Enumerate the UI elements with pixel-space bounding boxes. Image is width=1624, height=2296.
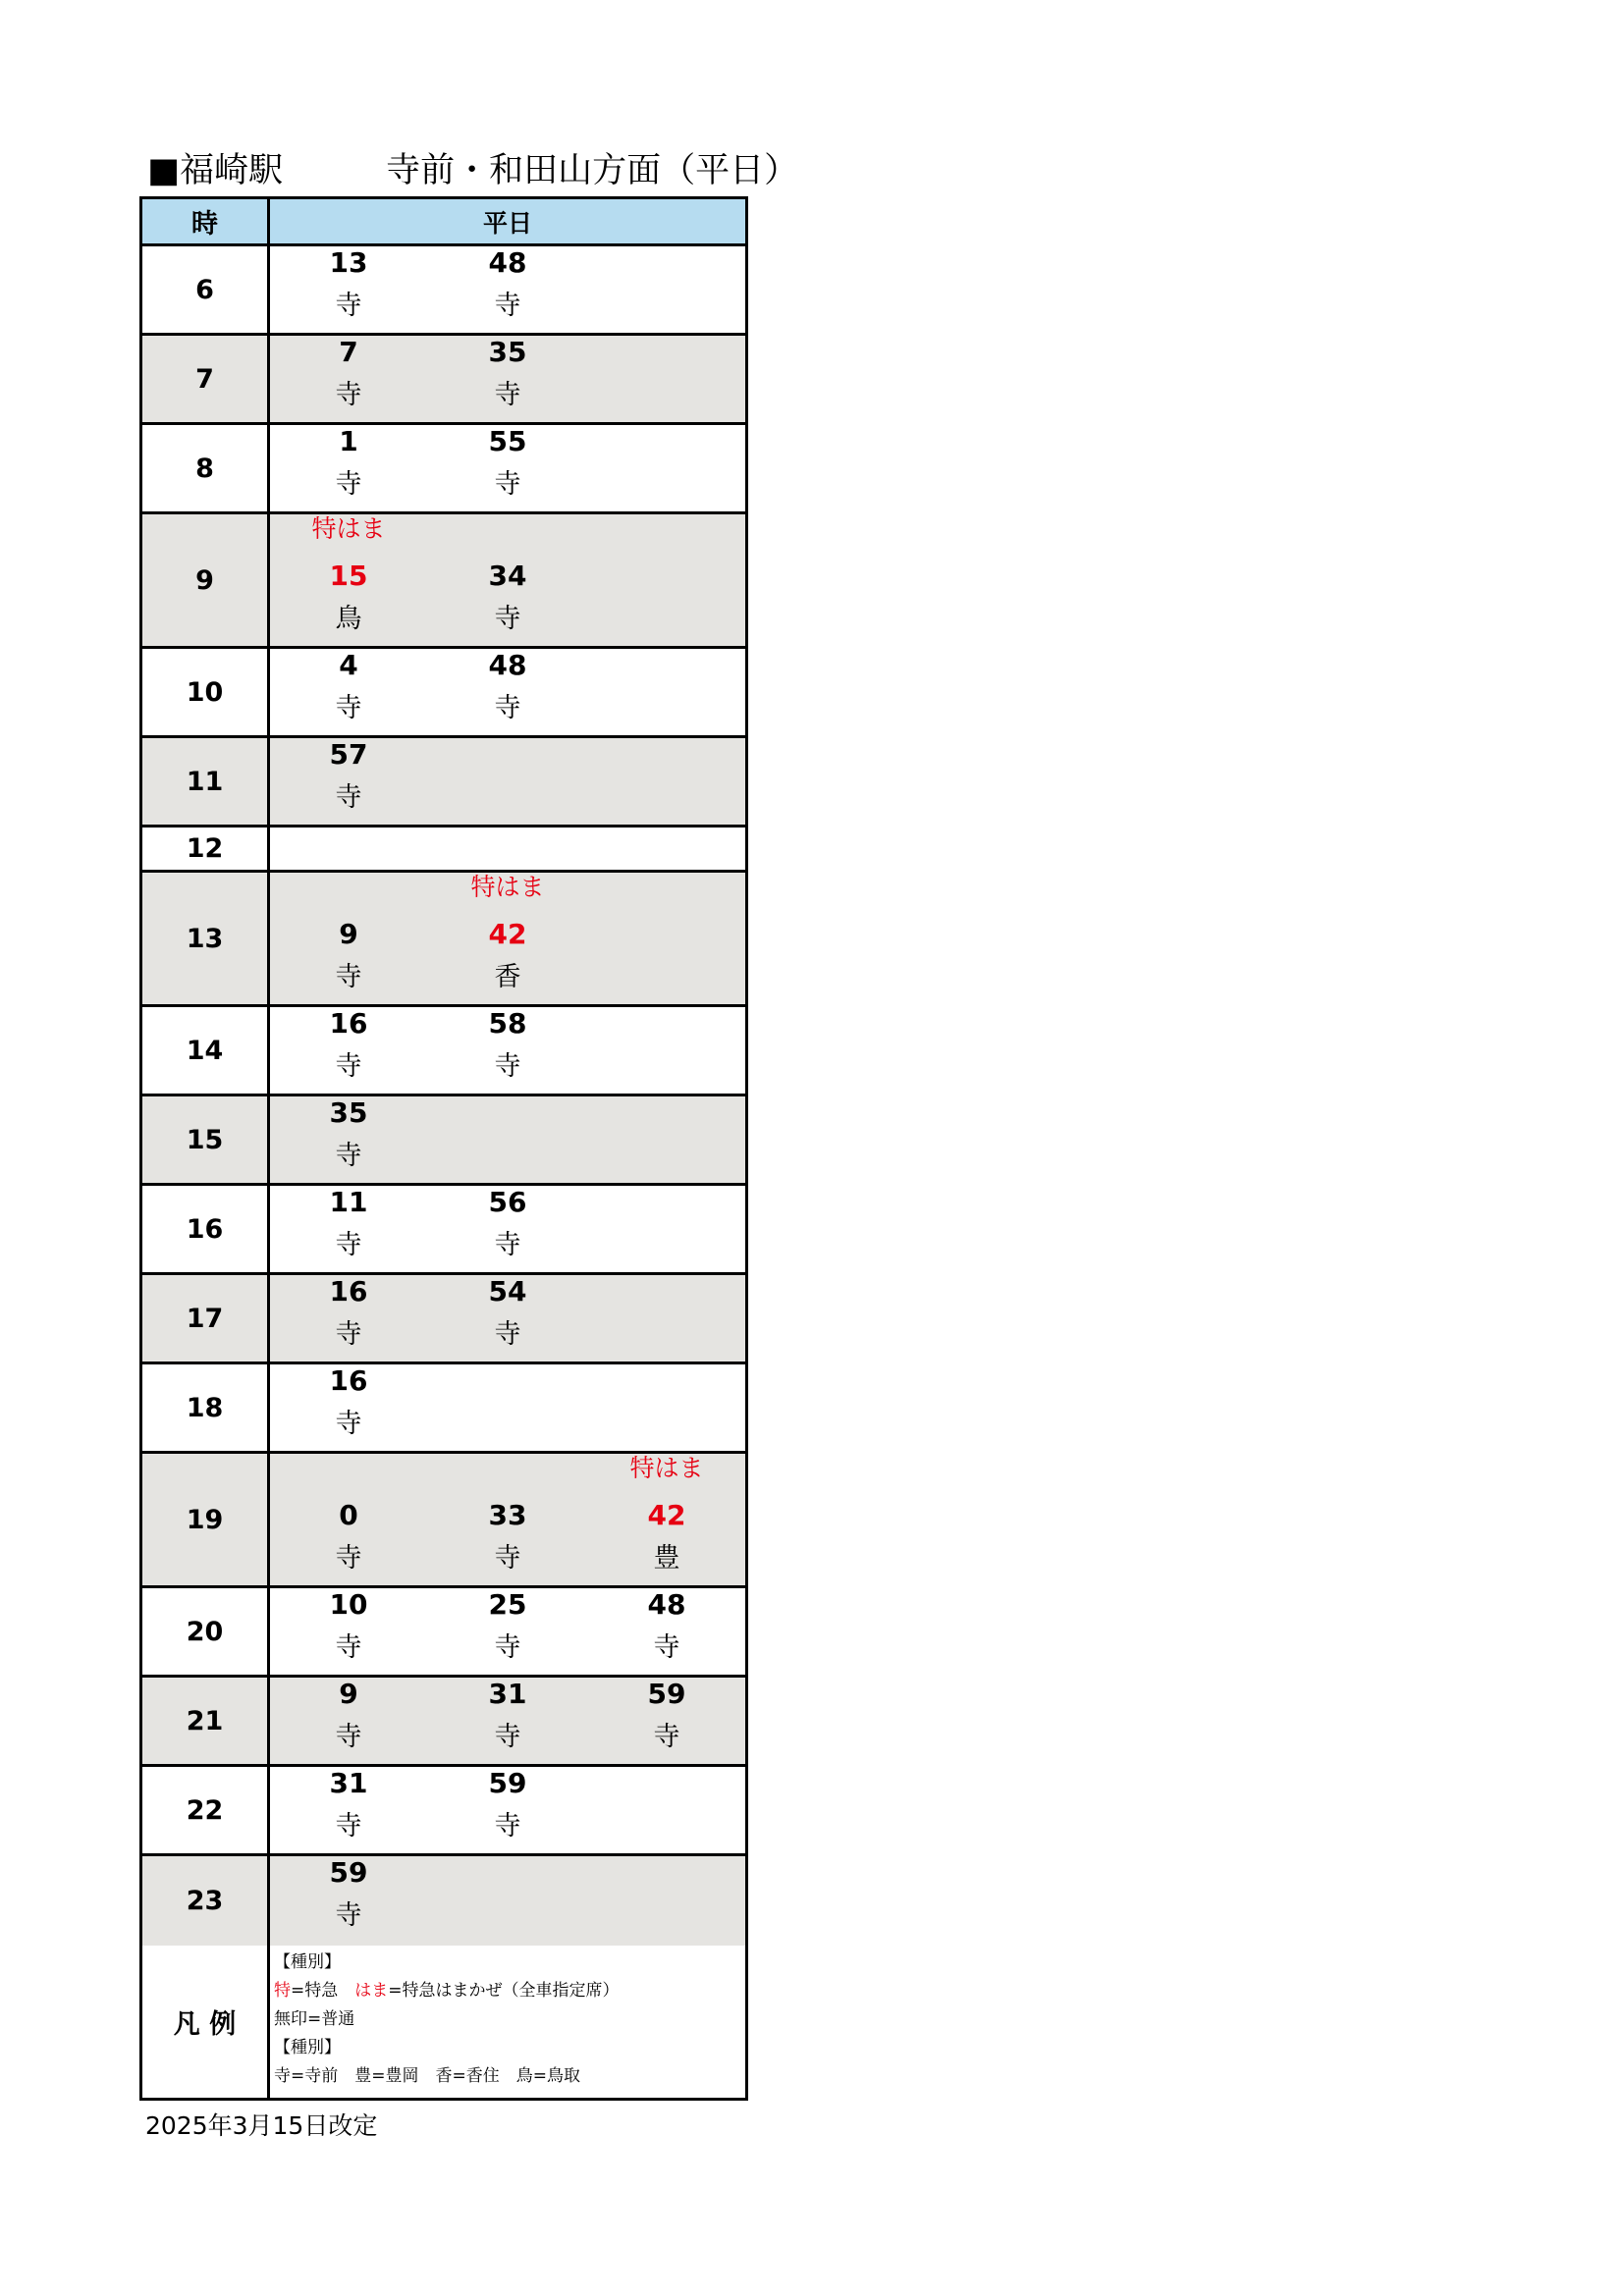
hour-cell: 6: [142, 246, 270, 333]
hour-cell: 19: [142, 1454, 270, 1585]
destination-mark: 寺: [335, 291, 362, 321]
departure-minute: 56: [488, 1186, 527, 1218]
timetable-row: [142, 246, 745, 336]
timetable-row: [142, 1275, 745, 1364]
hour-cell: 15: [142, 1096, 270, 1183]
table-header-row: [142, 199, 745, 246]
timetable-row: [142, 1007, 745, 1096]
departures-cell: [270, 1454, 745, 1585]
timetable-row: [142, 1678, 745, 1767]
destination-mark: 寺: [494, 1230, 521, 1260]
destination-mark: 寺: [335, 1409, 362, 1439]
hour-cell: 7: [142, 336, 270, 422]
destination-mark: 寺: [335, 782, 362, 813]
departures-cell: [270, 738, 745, 825]
destination-mark: 寺: [335, 1722, 362, 1752]
departure-minute: 31: [329, 1767, 368, 1799]
timetable-row: [142, 1767, 745, 1856]
destination-mark: 鳥: [335, 604, 362, 634]
timetable: [139, 196, 748, 2101]
departures-cell: [270, 649, 745, 735]
destination-mark: 寺: [335, 1632, 362, 1663]
departures-cell: [270, 246, 745, 333]
departures-cell: [270, 1588, 745, 1675]
departures-cell: [270, 336, 745, 422]
departures-cell: [270, 1856, 745, 1946]
timetable-row: [142, 1454, 745, 1588]
legend-type-header: 【種別】: [274, 1952, 341, 1972]
timetable-row: [142, 1588, 745, 1678]
departure-minute: 48: [488, 649, 527, 681]
timetable-row: [142, 336, 745, 425]
destination-mark: 寺: [494, 1632, 521, 1663]
departure-minute: 0: [339, 1499, 358, 1531]
destination-mark: 寺: [335, 962, 362, 992]
destination-mark: 寺: [494, 1543, 521, 1574]
destination-mark: 寺: [335, 1230, 362, 1260]
legend-local-line: 無印=普通: [274, 2009, 355, 2029]
legend-destinations: 寺=寺前 豊=豊岡 香=香住 鳥=鳥取: [274, 2066, 580, 2086]
destination-mark: 寺: [494, 469, 521, 500]
timetable-row: [142, 828, 745, 873]
timetable-row: [142, 1364, 745, 1454]
hour-cell: 21: [142, 1678, 270, 1764]
destination-mark: 寺: [335, 1900, 362, 1931]
departure-minute: 59: [329, 1856, 368, 1889]
revision-date: 2025年3月15日改定: [145, 2111, 378, 2140]
departure-minute: 35: [329, 1096, 368, 1129]
hour-cell: 9: [142, 514, 270, 646]
departure-minute: 9: [339, 918, 358, 950]
hour-cell: 11: [142, 738, 270, 825]
departure-minute: 31: [488, 1678, 527, 1710]
departure-minute: 11: [329, 1186, 368, 1218]
legend-content: [270, 1946, 745, 2098]
hour-cell: 17: [142, 1275, 270, 1362]
departure-minute: 16: [329, 1007, 368, 1040]
train-type-label: 特はま: [470, 873, 545, 901]
departure-minute: 59: [647, 1678, 686, 1710]
departure-minute: 13: [329, 246, 368, 279]
departures-cell: [270, 873, 745, 1004]
departure-minute: 25: [488, 1588, 527, 1621]
weekday-column-header: 平日: [270, 199, 745, 243]
departures-cell: [270, 828, 745, 870]
legend-hama-mark: はま: [354, 1981, 389, 2001]
departure-minute: 48: [647, 1588, 686, 1621]
timetable-row: [142, 514, 745, 649]
destination-mark: 寺: [335, 1319, 362, 1350]
departure-minute: 16: [329, 1275, 368, 1308]
legend-label: 凡 例: [142, 1946, 270, 2098]
destination-mark: 香: [494, 962, 521, 992]
hour-cell: 20: [142, 1588, 270, 1675]
destination-mark: 寺: [335, 1141, 362, 1171]
departures-cell: [270, 1007, 745, 1094]
departure-minute: 59: [488, 1767, 527, 1799]
timetable-row: [142, 1186, 745, 1275]
departures-cell: [270, 425, 745, 511]
departure-minute: 33: [488, 1499, 527, 1531]
hour-cell: 8: [142, 425, 270, 511]
departure-minute: 58: [488, 1007, 527, 1040]
departures-cell: [270, 1678, 745, 1764]
departure-minute: 7: [339, 336, 358, 368]
hour-cell: 14: [142, 1007, 270, 1094]
hour-cell: 10: [142, 649, 270, 735]
timetable-row: [142, 1856, 745, 1946]
hour-cell: 13: [142, 873, 270, 1004]
destination-mark: 寺: [335, 469, 362, 500]
timetable-row: [142, 649, 745, 738]
destination-mark: 寺: [335, 380, 362, 410]
destination-mark: 寺: [494, 1811, 521, 1842]
hour-cell: 16: [142, 1186, 270, 1272]
timetable-row: [142, 1096, 745, 1186]
departure-minute: 15: [329, 560, 368, 592]
departures-cell: [270, 1767, 745, 1853]
departure-minute: 9: [339, 1678, 358, 1710]
departure-minute: 42: [488, 918, 527, 950]
departures-cell: [270, 1186, 745, 1272]
legend-tokkyu-text: =特急: [291, 1981, 355, 2001]
destination-mark: 寺: [335, 1543, 362, 1574]
departure-minute: 54: [488, 1275, 527, 1308]
departure-minute: 1: [339, 425, 358, 457]
destination-mark: 寺: [494, 1051, 521, 1082]
departure-minute: 16: [329, 1364, 368, 1397]
legend-hama-text: =特急はまかぜ（全車指定席）: [388, 1981, 620, 2001]
destination-mark: 寺: [494, 693, 521, 723]
legend-express-line: [274, 1977, 741, 2005]
departure-minute: 57: [329, 738, 368, 771]
departures-cell: [270, 1364, 745, 1451]
timetable-row: [142, 873, 745, 1007]
departure-minute: 34: [488, 560, 527, 592]
timetable-body: [142, 246, 745, 1946]
legend-tokkyu-mark: 特: [274, 1981, 291, 2001]
destination-mark: 寺: [653, 1632, 680, 1663]
departure-minute: 48: [488, 246, 527, 279]
destination-mark: 寺: [494, 1722, 521, 1752]
destination-mark: 寺: [494, 380, 521, 410]
legend-dest-header: 【種別】: [274, 2038, 341, 2057]
destination-mark: 寺: [653, 1722, 680, 1752]
legend-row: [142, 1946, 745, 2098]
timetable-row: [142, 738, 745, 828]
departure-minute: 55: [488, 425, 527, 457]
departure-minute: 10: [329, 1588, 368, 1621]
destination-mark: 寺: [335, 693, 362, 723]
hour-cell: 23: [142, 1856, 270, 1946]
departures-cell: [270, 1275, 745, 1362]
destination-mark: 豊: [653, 1543, 680, 1574]
departure-minute: 42: [647, 1499, 686, 1531]
departure-minute: 4: [339, 649, 358, 681]
destination-mark: 寺: [494, 1319, 521, 1350]
train-type-label: 特はま: [629, 1454, 704, 1482]
page-title: ■福崎駅 寺前・和田山方面（平日）: [147, 151, 799, 190]
hour-cell: 12: [142, 828, 270, 870]
departures-cell: [270, 1096, 745, 1183]
destination-mark: 寺: [494, 291, 521, 321]
departure-minute: 35: [488, 336, 527, 368]
hour-cell: 22: [142, 1767, 270, 1853]
destination-mark: 寺: [335, 1051, 362, 1082]
destination-mark: 寺: [494, 604, 521, 634]
train-type-label: 特はま: [311, 514, 386, 543]
departures-cell: [270, 514, 745, 646]
destination-mark: 寺: [335, 1811, 362, 1842]
hour-cell: 18: [142, 1364, 270, 1451]
hour-column-header: 時: [142, 199, 270, 243]
timetable-row: [142, 425, 745, 514]
